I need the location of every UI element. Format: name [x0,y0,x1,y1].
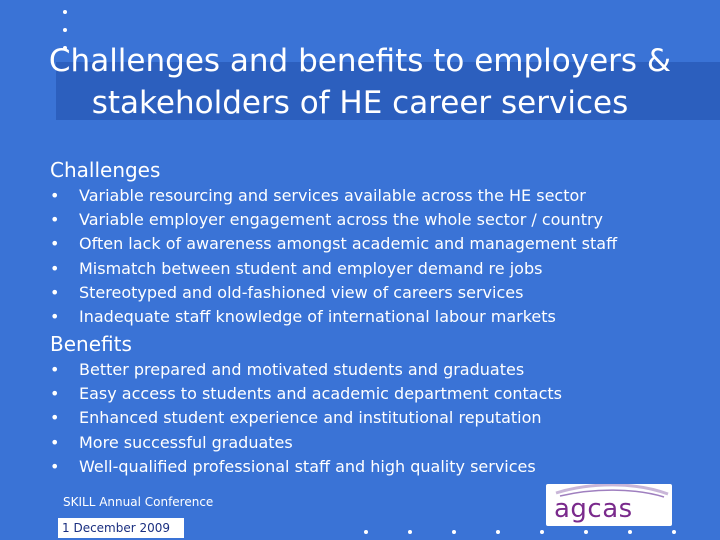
list-item [50,257,617,281]
slide-title [0,40,720,124]
list-item [50,184,617,208]
decorative-dot [496,530,500,534]
list-item-text: Well-qualified professional staff and high quality services [79,456,536,476]
list-item [50,208,617,232]
list-item [50,406,562,430]
list-item-text: Better prepared and motivated students and graduates [79,360,525,379]
bullet-glyph: • [50,234,60,254]
decorative-dot [408,530,412,534]
benefits-list [50,358,562,479]
decorative-dot [452,530,456,534]
decorative-dot [672,530,676,534]
bullet-glyph: • [50,456,60,476]
list-item-text: More successful graduates [79,432,293,452]
decorative-dot [584,530,588,534]
decorative-dot [540,530,544,534]
list-item-text: Mismatch between student and employer demand re jobs [79,258,543,278]
bullet-glyph: • [50,258,60,278]
slide-title-line-1: Challenges and benefits to employers & [48,43,672,79]
list-item [50,382,562,406]
bullet-glyph: • [50,384,60,404]
decorative-dot [364,530,368,534]
list-item-text: Variable resourcing and services available across the HE sector [79,186,586,205]
bullet-glyph: • [50,408,60,428]
list-item [50,358,562,382]
challenges-heading: Challenges [50,158,161,182]
decorative-dot [63,10,67,14]
logo-text: agcas [554,494,633,524]
slide-title-line-2: stakeholders of HE career services [91,85,629,121]
bullet-glyph: • [50,186,60,205]
benefits-heading: Benefits [50,332,132,356]
bullet-glyph: • [50,432,60,452]
list-item [50,232,617,256]
bullet-glyph: • [50,210,60,230]
decorative-dot [628,530,632,534]
agcas-logo [546,484,672,526]
list-item [50,431,562,455]
list-item-text: Inadequate staff knowledge of international labour markets [79,306,556,326]
bullet-glyph: • [50,306,60,326]
list-item-text: Often lack of awareness amongst academic and management staff [79,234,618,254]
list-item [50,455,562,479]
list-item-text: Variable employer engagement across the whole sector / country [79,210,604,230]
bullet-glyph: • [50,360,60,379]
footer-conference: SKILL Annual Conference [63,495,214,509]
list-item-text: Easy access to students and academic department contacts [79,384,562,404]
challenges-list [50,184,617,329]
bullet-glyph: • [50,282,60,302]
list-item [50,305,617,329]
list-item-text: Stereotyped and old-fashioned view of careers services [79,282,524,302]
decorative-dot [63,28,67,32]
bottom-dot-row [364,530,684,536]
list-item [50,281,617,305]
footer-date: 1 December 2009 [58,518,184,538]
list-item-text: Enhanced student experience and institutional reputation [79,408,542,428]
